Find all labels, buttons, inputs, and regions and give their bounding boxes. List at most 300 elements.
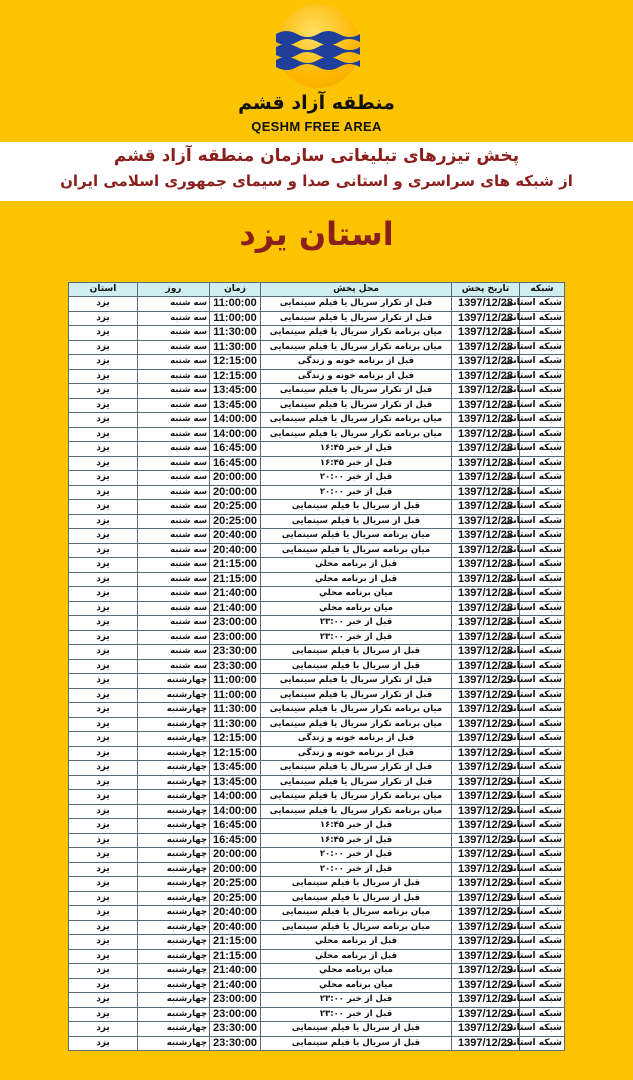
cell-network: شبکه استانی xyxy=(520,398,565,413)
cell-province: یزد xyxy=(69,471,138,486)
cell-day: چهارشنبه xyxy=(138,761,210,776)
cell-time: 21:40:00 xyxy=(210,964,261,979)
cell-province: یزد xyxy=(69,978,138,993)
cell-date: 1397/12/28 xyxy=(452,369,520,384)
cell-time: 21:15:00 xyxy=(210,935,261,950)
cell-province: یزد xyxy=(69,717,138,732)
cell-network: شبکه استانی xyxy=(520,833,565,848)
table-row xyxy=(69,920,565,935)
cell-network: شبکه استانی xyxy=(520,311,565,326)
cell-network: شبکه استانی xyxy=(520,935,565,950)
cell-time: 20:00:00 xyxy=(210,485,261,500)
cell-place: قبل از تکرار سریال یا فیلم سینمایی xyxy=(261,398,452,413)
cell-network: شبکه استانی xyxy=(520,746,565,761)
cell-place: قبل از برنامه محلي xyxy=(261,558,452,573)
cell-time: 14:00:00 xyxy=(210,413,261,428)
cell-day: سه شنبه xyxy=(138,543,210,558)
cell-province: یزد xyxy=(69,398,138,413)
cell-place: قبل از تکرار سریال یا فیلم سینمایی xyxy=(261,311,452,326)
cell-network: شبکه استانی xyxy=(520,413,565,428)
cell-day: چهارشنبه xyxy=(138,688,210,703)
headline-line2: از شبکه های سراسری و استانی صدا و سیمای جمهوری اسلامی ایران xyxy=(60,172,573,190)
cell-day: سه شنبه xyxy=(138,398,210,413)
cell-time: 20:40:00 xyxy=(210,529,261,544)
header-time: زمان xyxy=(210,283,261,297)
cell-province: یزد xyxy=(69,340,138,355)
cell-date: 1397/12/29 xyxy=(452,732,520,747)
cell-day: چهارشنبه xyxy=(138,877,210,892)
cell-date: 1397/12/28 xyxy=(452,485,520,500)
cell-day: سه شنبه xyxy=(138,659,210,674)
cell-date: 1397/12/29 xyxy=(452,819,520,834)
cell-province: یزد xyxy=(69,804,138,819)
table-row xyxy=(69,848,565,863)
table-row xyxy=(69,645,565,660)
header-place: محل پخش xyxy=(261,283,452,297)
cell-time: 23:30:00 xyxy=(210,1036,261,1051)
cell-place: قبل از سریال یا فیلم سینمایی xyxy=(261,645,452,660)
cell-province: یزد xyxy=(69,326,138,341)
cell-time: 20:40:00 xyxy=(210,543,261,558)
cell-place: میان برنامه تکرار سریال یا فیلم سینمایی xyxy=(261,326,452,341)
cell-date: 1397/12/29 xyxy=(452,920,520,935)
cell-network: شبکه استانی xyxy=(520,949,565,964)
cell-time: 21:40:00 xyxy=(210,587,261,602)
table-row xyxy=(69,993,565,1008)
cell-date: 1397/12/28 xyxy=(452,529,520,544)
cell-network: شبکه استانی xyxy=(520,355,565,370)
cell-province: یزد xyxy=(69,674,138,689)
cell-time: 23:00:00 xyxy=(210,1007,261,1022)
table-header-row xyxy=(69,283,565,297)
cell-network: شبکه استانی xyxy=(520,442,565,457)
cell-province: یزد xyxy=(69,587,138,602)
cell-place: قبل از تکرار سریال یا فیلم سینمایی xyxy=(261,674,452,689)
cell-day: چهارشنبه xyxy=(138,993,210,1008)
cell-network: شبکه استانی xyxy=(520,558,565,573)
cell-day: سه شنبه xyxy=(138,456,210,471)
cell-place: میان برنامه محلي xyxy=(261,978,452,993)
cell-province: یزد xyxy=(69,645,138,660)
cell-place: قبل از سریال یا فیلم سینمایی xyxy=(261,877,452,892)
cell-time: 23:30:00 xyxy=(210,645,261,660)
cell-network: شبکه استانی xyxy=(520,1007,565,1022)
cell-time: 11:30:00 xyxy=(210,717,261,732)
cell-time: 20:40:00 xyxy=(210,906,261,921)
cell-network: شبکه استانی xyxy=(520,326,565,341)
cell-day: سه شنبه xyxy=(138,413,210,428)
table-row xyxy=(69,703,565,718)
cell-province: یزد xyxy=(69,746,138,761)
cell-date: 1397/12/29 xyxy=(452,1022,520,1037)
table-row xyxy=(69,543,565,558)
cell-date: 1397/12/28 xyxy=(452,413,520,428)
cell-date: 1397/12/28 xyxy=(452,543,520,558)
cell-province: یزد xyxy=(69,920,138,935)
cell-place: قبل از تکرار سریال یا فیلم سینمایی xyxy=(261,775,452,790)
table-row xyxy=(69,355,565,370)
cell-date: 1397/12/28 xyxy=(452,572,520,587)
cell-time: 20:25:00 xyxy=(210,514,261,529)
cell-date: 1397/12/29 xyxy=(452,964,520,979)
cell-date: 1397/12/29 xyxy=(452,717,520,732)
cell-place: میان برنامه سریال یا فیلم سینمایی xyxy=(261,906,452,921)
table-row xyxy=(69,311,565,326)
cell-date: 1397/12/29 xyxy=(452,761,520,776)
cell-time: 16:45:00 xyxy=(210,456,261,471)
cell-province: یزد xyxy=(69,529,138,544)
cell-province: یزد xyxy=(69,500,138,515)
cell-day: سه شنبه xyxy=(138,500,210,515)
cell-day: سه شنبه xyxy=(138,587,210,602)
cell-place: میان برنامه تکرار سریال یا فیلم سینمایی xyxy=(261,413,452,428)
cell-network: شبکه استانی xyxy=(520,732,565,747)
cell-day: سه شنبه xyxy=(138,485,210,500)
cell-place: قبل از سریال یا فیلم سینمایی xyxy=(261,659,452,674)
table-row xyxy=(69,688,565,703)
cell-day: چهارشنبه xyxy=(138,703,210,718)
table-row xyxy=(69,471,565,486)
cell-network: شبکه استانی xyxy=(520,485,565,500)
cell-place: قبل از خبر ۲۳:۰۰ xyxy=(261,616,452,631)
cell-province: یزد xyxy=(69,616,138,631)
cell-province: یزد xyxy=(69,732,138,747)
cell-place: قبل از خبر ۲۰:۰۰ xyxy=(261,471,452,486)
cell-province: یزد xyxy=(69,413,138,428)
cell-date: 1397/12/28 xyxy=(452,340,520,355)
cell-network: شبکه استانی xyxy=(520,862,565,877)
cell-time: 20:00:00 xyxy=(210,862,261,877)
table-row xyxy=(69,717,565,732)
headline-line1: پخش تیزرهای تبلیغاتی سازمان منطقه آزاد قشم xyxy=(113,146,520,166)
cell-place: قبل از سریال یا فیلم سینمایی xyxy=(261,514,452,529)
cell-time: 12:15:00 xyxy=(210,355,261,370)
cell-place: قبل از برنامه محلي xyxy=(261,935,452,950)
cell-date: 1397/12/28 xyxy=(452,326,520,341)
cell-network: شبکه استانی xyxy=(520,717,565,732)
cell-day: سه شنبه xyxy=(138,442,210,457)
cell-day: سه شنبه xyxy=(138,427,210,442)
cell-province: یزد xyxy=(69,514,138,529)
cell-place: قبل از خبر ۲۳:۰۰ xyxy=(261,630,452,645)
cell-network: شبکه استانی xyxy=(520,964,565,979)
cell-time: 13:45:00 xyxy=(210,775,261,790)
cell-day: چهارشنبه xyxy=(138,746,210,761)
cell-time: 23:00:00 xyxy=(210,616,261,631)
cell-date: 1397/12/28 xyxy=(452,311,520,326)
cell-network: شبکه استانی xyxy=(520,543,565,558)
table-row xyxy=(69,804,565,819)
cell-network: شبکه استانی xyxy=(520,906,565,921)
table-row xyxy=(69,456,565,471)
cell-day: چهارشنبه xyxy=(138,775,210,790)
cell-network: شبکه استانی xyxy=(520,891,565,906)
cell-place: قبل از برنامه خونه و زندگی xyxy=(261,369,452,384)
cell-place: قبل از خبر ۱۶:۴۵ xyxy=(261,456,452,471)
cell-network: شبکه استانی xyxy=(520,920,565,935)
cell-place: قبل از سریال یا فیلم سینمایی xyxy=(261,1022,452,1037)
cell-province: یزد xyxy=(69,1022,138,1037)
cell-network: شبکه استانی xyxy=(520,674,565,689)
cell-time: 23:00:00 xyxy=(210,630,261,645)
cell-day: چهارشنبه xyxy=(138,935,210,950)
table-row xyxy=(69,529,565,544)
cell-place: میان برنامه تکرار سریال یا فیلم سینمایی xyxy=(261,703,452,718)
cell-place: میان برنامه تکرار سریال یا فیلم سینمایی xyxy=(261,340,452,355)
cell-time: 23:30:00 xyxy=(210,1022,261,1037)
cell-network: شبکه استانی xyxy=(520,616,565,631)
cell-network: شبکه استانی xyxy=(520,761,565,776)
table-row xyxy=(69,514,565,529)
cell-province: یزد xyxy=(69,1007,138,1022)
cell-time: 20:25:00 xyxy=(210,500,261,515)
cell-time: 11:00:00 xyxy=(210,297,261,312)
cell-date: 1397/12/29 xyxy=(452,935,520,950)
cell-place: قبل از برنامه خونه و زندگی xyxy=(261,746,452,761)
cell-province: یزد xyxy=(69,877,138,892)
cell-day: چهارشنبه xyxy=(138,1022,210,1037)
cell-province: یزد xyxy=(69,935,138,950)
cell-date: 1397/12/28 xyxy=(452,398,520,413)
table-row xyxy=(69,427,565,442)
cell-place: قبل از تکرار سریال یا فیلم سینمایی xyxy=(261,384,452,399)
cell-date: 1397/12/29 xyxy=(452,674,520,689)
logo xyxy=(0,0,633,140)
cell-date: 1397/12/29 xyxy=(452,1036,520,1051)
table-row xyxy=(69,630,565,645)
cell-province: یزد xyxy=(69,833,138,848)
cell-day: سه شنبه xyxy=(138,529,210,544)
cell-date: 1397/12/28 xyxy=(452,355,520,370)
cell-date: 1397/12/28 xyxy=(452,427,520,442)
cell-day: چهارشنبه xyxy=(138,891,210,906)
cell-network: شبکه استانی xyxy=(520,688,565,703)
cell-network: شبکه استانی xyxy=(520,703,565,718)
logo-name-fa: منطقه آزاد قشم xyxy=(238,92,395,114)
cell-network: شبکه استانی xyxy=(520,1036,565,1051)
table-row xyxy=(69,485,565,500)
cell-day: سه شنبه xyxy=(138,340,210,355)
cell-network: شبکه استانی xyxy=(520,384,565,399)
cell-time: 20:25:00 xyxy=(210,877,261,892)
cell-province: یزد xyxy=(69,384,138,399)
cell-day: چهارشنبه xyxy=(138,790,210,805)
cell-time: 16:45:00 xyxy=(210,819,261,834)
cell-date: 1397/12/29 xyxy=(452,906,520,921)
cell-time: 11:00:00 xyxy=(210,311,261,326)
cell-network: شبکه استانی xyxy=(520,659,565,674)
cell-place: قبل از سریال یا فیلم سینمایی xyxy=(261,891,452,906)
cell-time: 14:00:00 xyxy=(210,427,261,442)
cell-province: یزد xyxy=(69,442,138,457)
cell-day: چهارشنبه xyxy=(138,906,210,921)
cell-network: شبکه استانی xyxy=(520,427,565,442)
cell-place: میان برنامه سریال یا فیلم سینمایی xyxy=(261,529,452,544)
table-row xyxy=(69,775,565,790)
cell-time: 11:30:00 xyxy=(210,703,261,718)
cell-date: 1397/12/28 xyxy=(452,442,520,457)
cell-date: 1397/12/29 xyxy=(452,862,520,877)
cell-network: شبکه استانی xyxy=(520,500,565,515)
cell-province: یزد xyxy=(69,848,138,863)
cell-place: قبل از برنامه خونه و زندگی xyxy=(261,355,452,370)
headline-banner xyxy=(0,142,633,201)
table-row xyxy=(69,819,565,834)
cell-date: 1397/12/29 xyxy=(452,993,520,1008)
table-row xyxy=(69,833,565,848)
cell-date: 1397/12/28 xyxy=(452,500,520,515)
cell-day: سه شنبه xyxy=(138,514,210,529)
table-row xyxy=(69,500,565,515)
cell-day: سه شنبه xyxy=(138,384,210,399)
cell-network: شبکه استانی xyxy=(520,471,565,486)
table-row xyxy=(69,935,565,950)
cell-province: یزد xyxy=(69,949,138,964)
cell-province: یزد xyxy=(69,993,138,1008)
cell-network: شبکه استانی xyxy=(520,819,565,834)
cell-time: 12:15:00 xyxy=(210,732,261,747)
cell-date: 1397/12/28 xyxy=(452,514,520,529)
cell-day: سه شنبه xyxy=(138,471,210,486)
cell-network: شبکه استانی xyxy=(520,645,565,660)
cell-date: 1397/12/29 xyxy=(452,688,520,703)
cell-time: 11:00:00 xyxy=(210,674,261,689)
cell-time: 20:40:00 xyxy=(210,920,261,935)
table-row xyxy=(69,906,565,921)
cell-place: قبل از برنامه خونه و زندگی xyxy=(261,732,452,747)
table-row xyxy=(69,587,565,602)
header-network: شبکه xyxy=(520,283,565,297)
cell-network: شبکه استانی xyxy=(520,804,565,819)
cell-date: 1397/12/28 xyxy=(452,616,520,631)
cell-place: قبل از خبر ۲۳:۰۰ xyxy=(261,993,452,1008)
table-row xyxy=(69,659,565,674)
waves-logo-icon xyxy=(276,4,360,88)
cell-province: یزد xyxy=(69,456,138,471)
cell-date: 1397/12/28 xyxy=(452,601,520,616)
cell-province: یزد xyxy=(69,572,138,587)
cell-day: چهارشنبه xyxy=(138,848,210,863)
cell-day: سه شنبه xyxy=(138,355,210,370)
cell-network: شبکه استانی xyxy=(520,456,565,471)
table-row xyxy=(69,297,565,312)
cell-time: 16:45:00 xyxy=(210,442,261,457)
cell-place: میان برنامه سریال یا فیلم سینمایی xyxy=(261,543,452,558)
cell-day: سه شنبه xyxy=(138,572,210,587)
cell-province: یزد xyxy=(69,355,138,370)
cell-date: 1397/12/29 xyxy=(452,746,520,761)
cell-network: شبکه استانی xyxy=(520,369,565,384)
cell-place: قبل از سریال یا فیلم سینمایی xyxy=(261,1036,452,1051)
cell-network: شبکه استانی xyxy=(520,630,565,645)
cell-network: شبکه استانی xyxy=(520,514,565,529)
cell-time: 20:00:00 xyxy=(210,471,261,486)
province-title: استان یزد xyxy=(239,215,394,253)
cell-date: 1397/12/28 xyxy=(452,384,520,399)
table-row xyxy=(69,442,565,457)
cell-network: شبکه استانی xyxy=(520,848,565,863)
table-row xyxy=(69,674,565,689)
table-row xyxy=(69,1007,565,1022)
table-row xyxy=(69,746,565,761)
cell-time: 11:30:00 xyxy=(210,340,261,355)
table-row xyxy=(69,978,565,993)
cell-day: چهارشنبه xyxy=(138,833,210,848)
table-row xyxy=(69,862,565,877)
cell-day: چهارشنبه xyxy=(138,1036,210,1051)
cell-network: شبکه استانی xyxy=(520,587,565,602)
cell-time: 14:00:00 xyxy=(210,804,261,819)
table-row xyxy=(69,369,565,384)
cell-network: شبکه استانی xyxy=(520,1022,565,1037)
cell-place: قبل از برنامه محلي xyxy=(261,572,452,587)
cell-time: 21:15:00 xyxy=(210,572,261,587)
cell-province: یزد xyxy=(69,311,138,326)
cell-time: 14:00:00 xyxy=(210,790,261,805)
cell-place: قبل از خبر ۲۰:۰۰ xyxy=(261,485,452,500)
cell-province: یزد xyxy=(69,964,138,979)
cell-place: میان برنامه محلي xyxy=(261,964,452,979)
cell-time: 20:25:00 xyxy=(210,891,261,906)
cell-date: 1397/12/28 xyxy=(452,558,520,573)
cell-day: سه شنبه xyxy=(138,558,210,573)
table-row xyxy=(69,572,565,587)
cell-province: یزد xyxy=(69,543,138,558)
header-date: تاریخ پخش xyxy=(452,283,520,297)
table-row xyxy=(69,326,565,341)
cell-day: سه شنبه xyxy=(138,369,210,384)
cell-network: شبکه استانی xyxy=(520,993,565,1008)
cell-province: یزد xyxy=(69,775,138,790)
cell-time: 11:00:00 xyxy=(210,688,261,703)
cell-place: قبل از برنامه محلي xyxy=(261,949,452,964)
cell-time: 12:15:00 xyxy=(210,369,261,384)
cell-date: 1397/12/29 xyxy=(452,848,520,863)
table-row xyxy=(69,601,565,616)
cell-day: چهارشنبه xyxy=(138,804,210,819)
cell-province: یزد xyxy=(69,688,138,703)
cell-province: یزد xyxy=(69,906,138,921)
cell-date: 1397/12/28 xyxy=(452,297,520,312)
cell-network: شبکه استانی xyxy=(520,529,565,544)
table-row xyxy=(69,891,565,906)
cell-date: 1397/12/29 xyxy=(452,775,520,790)
cell-date: 1397/12/29 xyxy=(452,703,520,718)
cell-time: 12:15:00 xyxy=(210,746,261,761)
table-row xyxy=(69,340,565,355)
cell-place: میان برنامه تکرار سریال یا فیلم سینمایی xyxy=(261,427,452,442)
cell-date: 1397/12/28 xyxy=(452,630,520,645)
cell-day: چهارشنبه xyxy=(138,732,210,747)
cell-time: 21:15:00 xyxy=(210,558,261,573)
cell-date: 1397/12/29 xyxy=(452,833,520,848)
cell-day: چهارشنبه xyxy=(138,1007,210,1022)
cell-province: یزد xyxy=(69,601,138,616)
cell-time: 20:00:00 xyxy=(210,848,261,863)
cell-day: چهارشنبه xyxy=(138,717,210,732)
cell-day: سه شنبه xyxy=(138,601,210,616)
table-row xyxy=(69,761,565,776)
cell-date: 1397/12/29 xyxy=(452,978,520,993)
cell-province: یزد xyxy=(69,703,138,718)
cell-date: 1397/12/28 xyxy=(452,645,520,660)
cell-day: چهارشنبه xyxy=(138,819,210,834)
table-row xyxy=(69,964,565,979)
cell-province: یزد xyxy=(69,427,138,442)
cell-place: میان برنامه سریال یا فیلم سینمایی xyxy=(261,920,452,935)
cell-place: قبل از خبر ۲۳:۰۰ xyxy=(261,1007,452,1022)
cell-day: چهارشنبه xyxy=(138,862,210,877)
